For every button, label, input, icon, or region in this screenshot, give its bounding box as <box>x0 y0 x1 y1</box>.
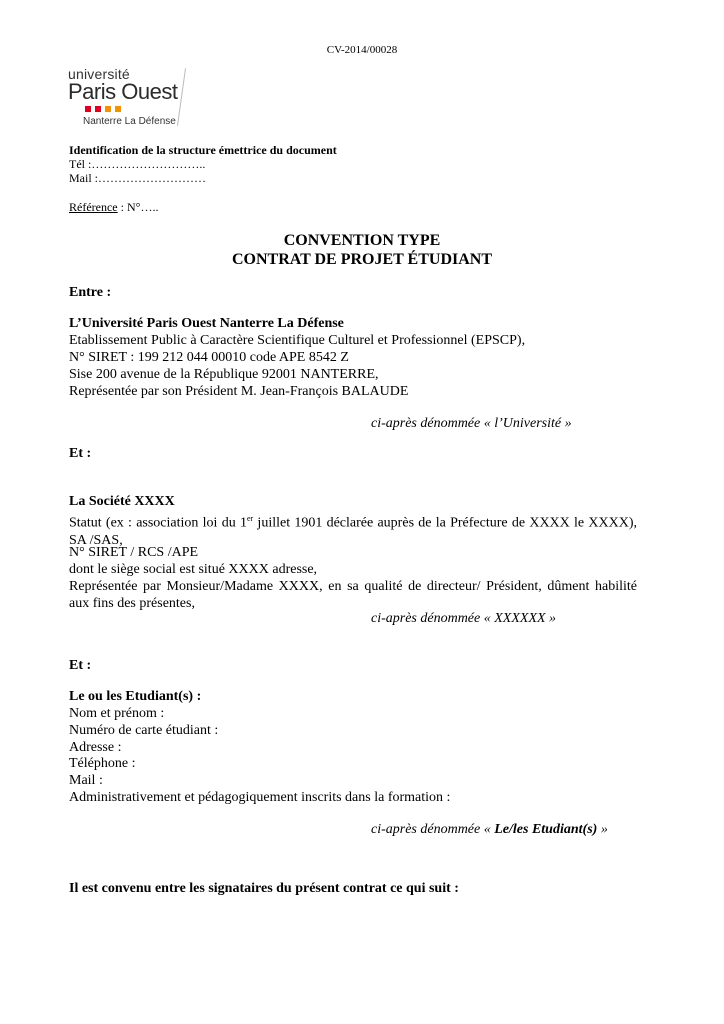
company-representative: Représentée par Monsieur/Madame XXXX, en sa qualité de directeur/ Président, dûment habilité aux fins des présentes, <box>69 579 637 611</box>
issuer-mail: Mail :……………………… <box>69 171 206 185</box>
students-address-field: Adresse : <box>69 740 122 755</box>
logo-square-1 <box>85 106 91 112</box>
title-line-1: CONVENTION TYPE <box>283 232 441 249</box>
students-card-field: Numéro de carte étudiant : <box>69 723 219 738</box>
university-logo <box>68 66 186 128</box>
company-statut-part-2: juillet 1901 déclarée auprès de la Préfecture de XXXX le XXXX), SA /SAS, <box>69 515 637 548</box>
et-label-1: Et : <box>69 446 92 461</box>
title-line-2: CONTRAT DE PROJET ÉTUDIANT <box>231 251 493 268</box>
company-name: La Société XXXX <box>69 494 175 509</box>
company-statut-part-1: Statut (ex : association loi du 1 <box>69 515 247 531</box>
logo-square-3 <box>105 106 111 112</box>
company-siret: N° SIRET / RCS /APE <box>69 545 199 560</box>
students-denom-part-3: » <box>597 822 608 837</box>
students-heading: Le ou les Etudiant(s) : <box>69 689 202 704</box>
reference-value: : N°….. <box>117 200 159 214</box>
entre-label: Entre : <box>69 285 112 300</box>
agreement-statement: Il est convenu entre les signataires du présent contrat ce qui suit : <box>69 881 459 896</box>
logo-divider <box>177 68 186 126</box>
university-status: Etablissement Public à Caractère Scientifique Culturel et Professionnel (EPSCP), <box>69 333 526 348</box>
students-denom-bold: Le/les Etudiant(s) <box>494 822 598 837</box>
reference-line <box>69 200 158 214</box>
university-name: L’Université Paris Ouest Nanterre La Défense <box>69 316 344 331</box>
students-mail-field: Mail : <box>69 773 103 788</box>
logo-square-2 <box>95 106 101 112</box>
document-reference-number: CV-2014/00028 <box>326 44 398 56</box>
university-denomination: ci-après dénommée « l’Université » <box>371 416 572 431</box>
students-enrollment: Administrativement et pédagogiquement inscrits dans la formation : <box>69 790 451 805</box>
students-phone-field: Téléphone : <box>69 756 136 771</box>
students-denom-part-1: ci-après dénommée « <box>371 822 495 837</box>
university-representative: Représentée par son Président M. Jean-François BALAUDE <box>69 384 409 399</box>
issuer-heading: Identification de la structure émettrice du document <box>69 143 337 157</box>
reference-label: Référence <box>69 200 118 214</box>
issuer-tel: Tél :……………………….. <box>69 157 206 171</box>
university-siret: N° SIRET : 199 212 044 00010 code APE 8542 Z <box>69 350 349 365</box>
et-label-2: Et : <box>69 658 92 673</box>
logo-line-1: université <box>68 66 130 82</box>
company-statut-superscript: er <box>246 514 254 523</box>
students-denomination <box>371 822 608 838</box>
logo-line-3: Nanterre La Défense <box>83 116 176 127</box>
company-siege: dont le siège social est situé XXXX adresse, <box>69 562 318 577</box>
logo-square-4 <box>115 106 121 112</box>
university-address: Sise 200 avenue de la République 92001 NANTERRE, <box>69 367 379 382</box>
logo-line-2: Paris Ouest <box>68 79 178 104</box>
company-statut <box>69 510 637 549</box>
students-name-field: Nom et prénom : <box>69 706 165 721</box>
company-denomination: ci-après dénommée « XXXXXX » <box>371 611 557 626</box>
